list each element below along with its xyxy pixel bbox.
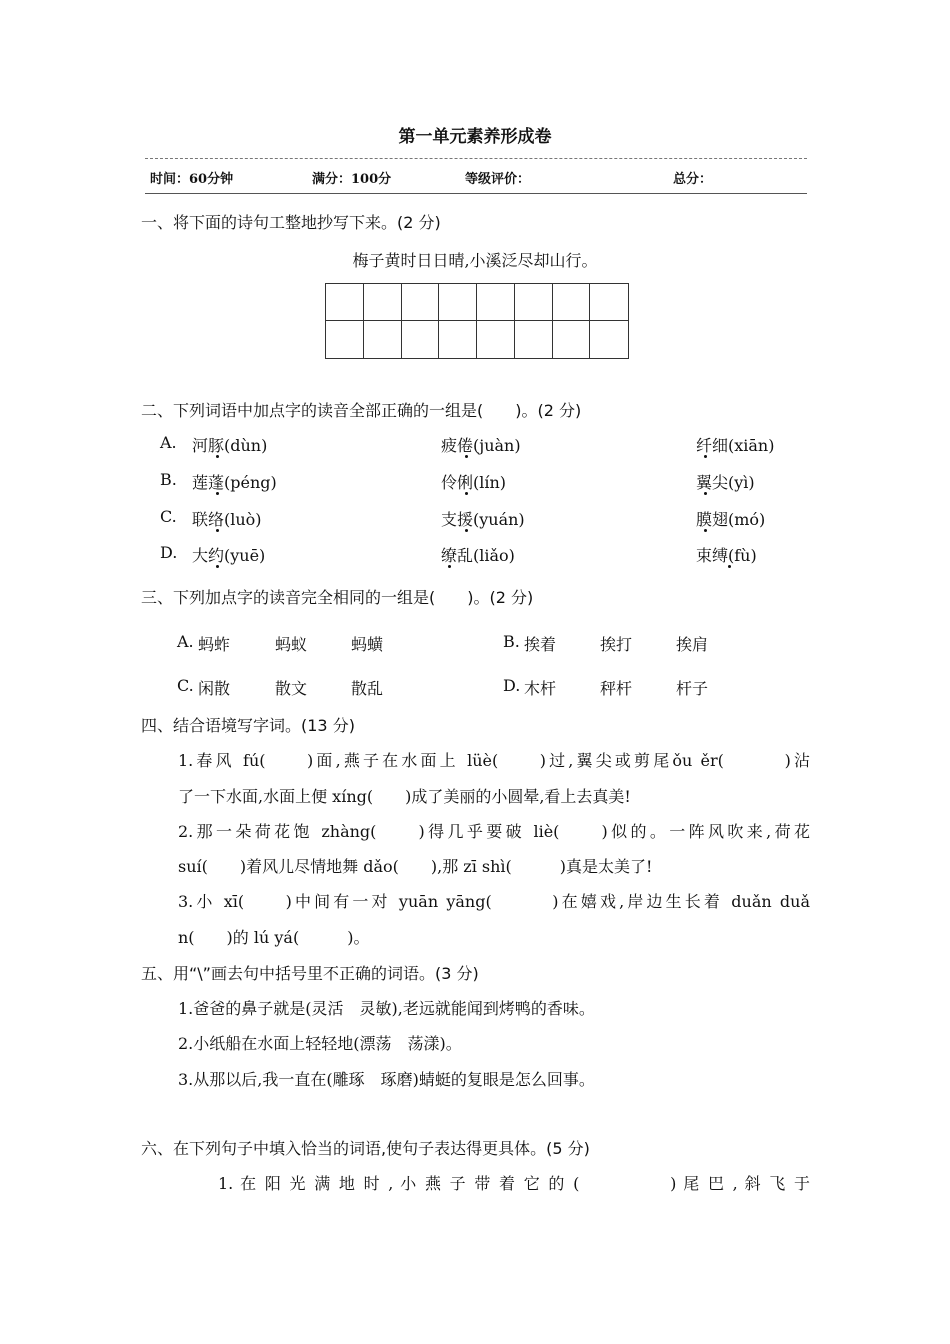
q2-heading: 二、下列词语中加点字的读音全部正确的一组是( )。(2 分) xyxy=(141,401,582,420)
q5-line: 2.小纸船在水面上轻轻地(漂荡 荡漾)。 xyxy=(178,1034,462,1053)
q3-word: 散乱 xyxy=(351,679,384,698)
q1-poem: 梅子黄时日日晴,小溪泛尽却山行。 xyxy=(352,251,598,270)
q4-line: suí( )着风儿尽情地舞 dǎo( ),那 zī shì( )真是太美了! xyxy=(178,857,653,876)
emphasis-dot xyxy=(704,529,707,532)
q1-heading: 一、将下面的诗句工整地抄写下来。(2 分) xyxy=(141,213,441,232)
q3-word: 挨着 xyxy=(524,635,557,654)
emphasis-dot xyxy=(216,529,219,532)
q3-word: 挨肩 xyxy=(676,635,709,654)
header-dashed-divider xyxy=(145,158,807,159)
q3-word: 闲散 xyxy=(198,679,231,698)
q2-item: 莲蓬(péng) xyxy=(192,473,277,492)
q2-item: 缭乱(liǎo) xyxy=(441,546,515,565)
q2-item: 翼尖(yì) xyxy=(696,473,755,492)
q3-heading: 三、下列加点字的读音完全相同的一组是( )。(2 分) xyxy=(141,588,534,607)
q5-line: 1.爸爸的鼻子就是(灵活 灵敏),老远就能闻到烤鸭的香味。 xyxy=(178,999,595,1018)
q2-option-label: B. xyxy=(160,470,177,489)
q6-heading: 六、在下列句子中填入恰当的词语,使句子表达得更具体。(5 分) xyxy=(141,1139,590,1158)
header-full-score: 满分：100分 xyxy=(312,172,392,187)
q2-item: 疲倦(juàn) xyxy=(441,436,521,455)
q2-item: 联络(luò) xyxy=(192,510,262,529)
q4-heading: 四、结合语境写字词。(13 分) xyxy=(141,716,355,735)
q2-option-label: C. xyxy=(160,507,177,526)
q4-line: 2.那一朵荷花饱 zhàng( )得几乎要破 liè( )似的。一阵风吹来,荷花 xyxy=(178,822,810,841)
q5-heading: 五、用“\”画去句中括号里不正确的词语。(3 分) xyxy=(141,964,479,983)
emphasis-dot xyxy=(448,565,451,568)
q3-option-label: C. xyxy=(177,676,194,695)
emphasis-dot xyxy=(216,455,219,458)
q4-line: 1.春风 fú( )面,燕子在水面上 lüè( )过,翼尖或剪尾ǒu ěr( )沾 xyxy=(178,751,810,770)
q3-word: 蚂蟥 xyxy=(351,635,384,654)
q3-option-label: B. xyxy=(503,632,520,651)
q3-word: 散文 xyxy=(275,679,308,698)
q4-line: 了一下水面,水面上便 xíng( )成了美丽的小圆晕,看上去真美! xyxy=(178,787,631,806)
q5-line: 3.从那以后,我一直在(雕琢 琢磨)蜻蜓的复眼是怎么回事。 xyxy=(178,1070,595,1089)
q3-option-label: D. xyxy=(503,676,521,695)
emphasis-dot xyxy=(704,492,707,495)
q2-item: 伶俐(lín) xyxy=(441,473,507,492)
q2-item: 河豚(dùn) xyxy=(192,436,268,455)
q2-item: 大约(yuē) xyxy=(192,546,266,565)
page-title: 第一单元素养形成卷 xyxy=(398,127,552,147)
q1-writing-grid[interactable] xyxy=(325,283,629,359)
q3-word: 秤杆 xyxy=(600,679,633,698)
emphasis-dot xyxy=(728,565,731,568)
q2-item: 支援(yuán) xyxy=(441,510,525,529)
q4-line: n( )的 lú yá( )。 xyxy=(178,928,370,947)
q3-word: 挨打 xyxy=(600,635,633,654)
q3-word: 蚂蚱 xyxy=(198,635,231,654)
q2-option-label: D. xyxy=(160,543,178,562)
q2-item: 纤细(xiān) xyxy=(696,436,775,455)
q2-item: 膜翅(mó) xyxy=(696,510,766,529)
emphasis-dot xyxy=(216,565,219,568)
header-total: 总分： xyxy=(673,172,713,187)
emphasis-dot xyxy=(704,455,707,458)
q3-word: 杆子 xyxy=(676,679,709,698)
q2-option-label: A. xyxy=(160,433,177,452)
q3-option-label: A. xyxy=(177,632,194,651)
header-grade: 等级评价： xyxy=(465,172,531,187)
emphasis-dot xyxy=(216,492,219,495)
q3-word: 蚂蚁 xyxy=(275,635,308,654)
header-solid-divider xyxy=(145,193,807,194)
emphasis-dot xyxy=(465,529,468,532)
emphasis-dot xyxy=(465,492,468,495)
q6-line: 1. 在 阳 光 满 地 时 , 小 燕 子 带 着 它 的 ( ) 尾 巴 , 斜 飞 于 xyxy=(218,1174,810,1193)
q3-word: 木杆 xyxy=(524,679,557,698)
q2-item: 束缚(fù) xyxy=(696,546,757,565)
header-time: 时间：60分钟 xyxy=(150,172,234,187)
emphasis-dot xyxy=(465,455,468,458)
q4-line: 3.小 xī( )中间有一对 yuān yāng( )在嬉戏,岸边生长着 duǎn duǎ xyxy=(178,892,810,911)
